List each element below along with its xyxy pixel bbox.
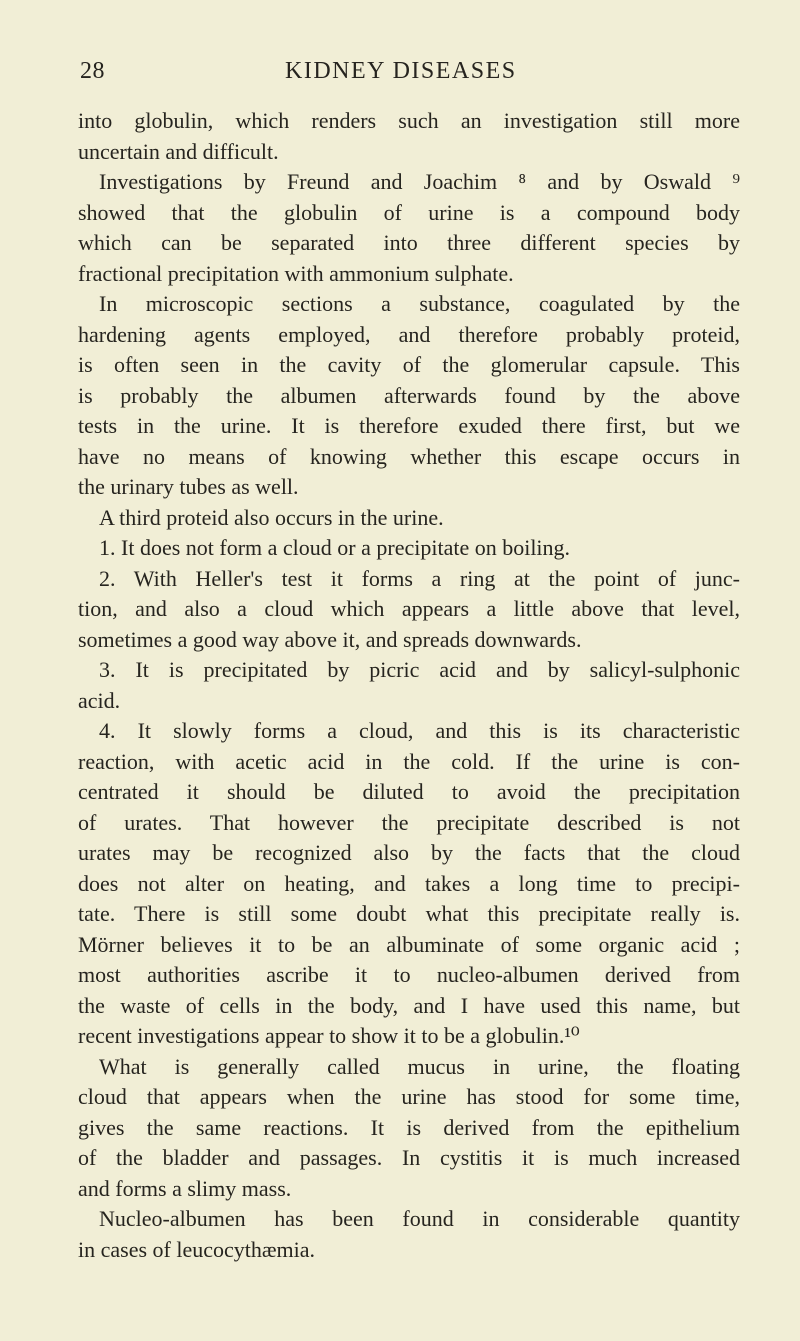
text-line: of the bladder and passages. In cystitis it is much increased — [78, 1145, 740, 1170]
text-line: and forms a slimy mass. — [78, 1175, 292, 1201]
text-line: 4. It slowly forms a cloud, and this is its characteristic — [99, 718, 740, 743]
text-line: in cases of leucocythæmia. — [78, 1236, 316, 1262]
page-header — [0, 58, 800, 98]
text-line: cloud that appears when the urine has stood for some time, — [78, 1084, 740, 1109]
text-line: the urinary tubes as well. — [78, 474, 299, 499]
text-line: of urates. That however the precipitate described is not — [78, 809, 740, 835]
text-line: Mörner believes it to be an albuminate of some organic acid ; — [78, 931, 740, 957]
text-line: acid. — [78, 687, 121, 713]
text-line: 3. It is precipitated by picric acid and by salicyl-sulphonic — [99, 657, 740, 682]
text-line: fractional precipitation with ammonium sulphate. — [78, 260, 514, 286]
text-line: 1. It does not form a cloud or a precipitate on boiling. — [99, 535, 571, 560]
text-line: centrated it should be diluted to avoid the precipitation — [78, 779, 740, 804]
text-line: does not alter on heating, and takes a long time to precipi- — [78, 870, 740, 896]
text-line: Nucleo-albumen has been found in considerable quantity — [99, 1206, 740, 1231]
text-line: 2. With Heller's test it forms a ring at the point of junc- — [99, 565, 740, 591]
text-line: tion, and also a cloud which appears a little above that level, — [78, 596, 740, 621]
text-line: Investigations by Freund and Joachim ⁸ and by Oswald ⁹ — [99, 169, 740, 194]
text-line: which can be separated into three different species by — [78, 230, 740, 255]
text-line: tate. There is still some doubt what this precipitate really is. — [78, 901, 740, 926]
text-line: uncertain and difficult. — [78, 138, 279, 164]
text-line: tests in the urine. It is therefore exuded there first, but we — [78, 413, 740, 438]
text-line: have no means of knowing whether this escape occurs in — [78, 443, 740, 469]
text-line: is probably the albumen afterwards found by the above — [78, 382, 740, 408]
text-line: is often seen in the cavity of the glomerular capsule. This — [78, 352, 740, 377]
running-title: KIDNEY DISEASES — [285, 58, 517, 84]
text-line: In microscopic sections a substance, coagulated by the — [99, 291, 740, 316]
text-line: sometimes a good way above it, and spreads downwards. — [78, 626, 582, 652]
text-line: What is generally called mucus in urine, the floating — [99, 1053, 740, 1079]
text-line: gives the same reactions. It is derived from the epithelium — [78, 1114, 740, 1140]
text-line: most authorities ascribe it to nucleo-albumen derived from — [78, 962, 740, 987]
text-line: showed that the globulin of urine is a compound body — [78, 199, 740, 225]
page-number: 28 — [80, 58, 105, 84]
text-line: urates may be recognized also by the facts that the cloud — [78, 840, 740, 865]
text-line: recent investigations appear to show it to be a globulin.¹⁰ — [78, 1023, 580, 1048]
text-line: the waste of cells in the body, and I have used this name, but — [78, 992, 740, 1018]
text-line: reaction, with acetic acid in the cold. If the urine is con- — [78, 748, 740, 774]
text-line: hardening agents employed, and therefore probably proteid, — [78, 321, 740, 347]
text-line: into globulin, which renders such an investigation still more — [78, 108, 740, 133]
body-text — [78, 106, 740, 1265]
text-line: A third proteid also occurs in the urine. — [99, 504, 444, 530]
